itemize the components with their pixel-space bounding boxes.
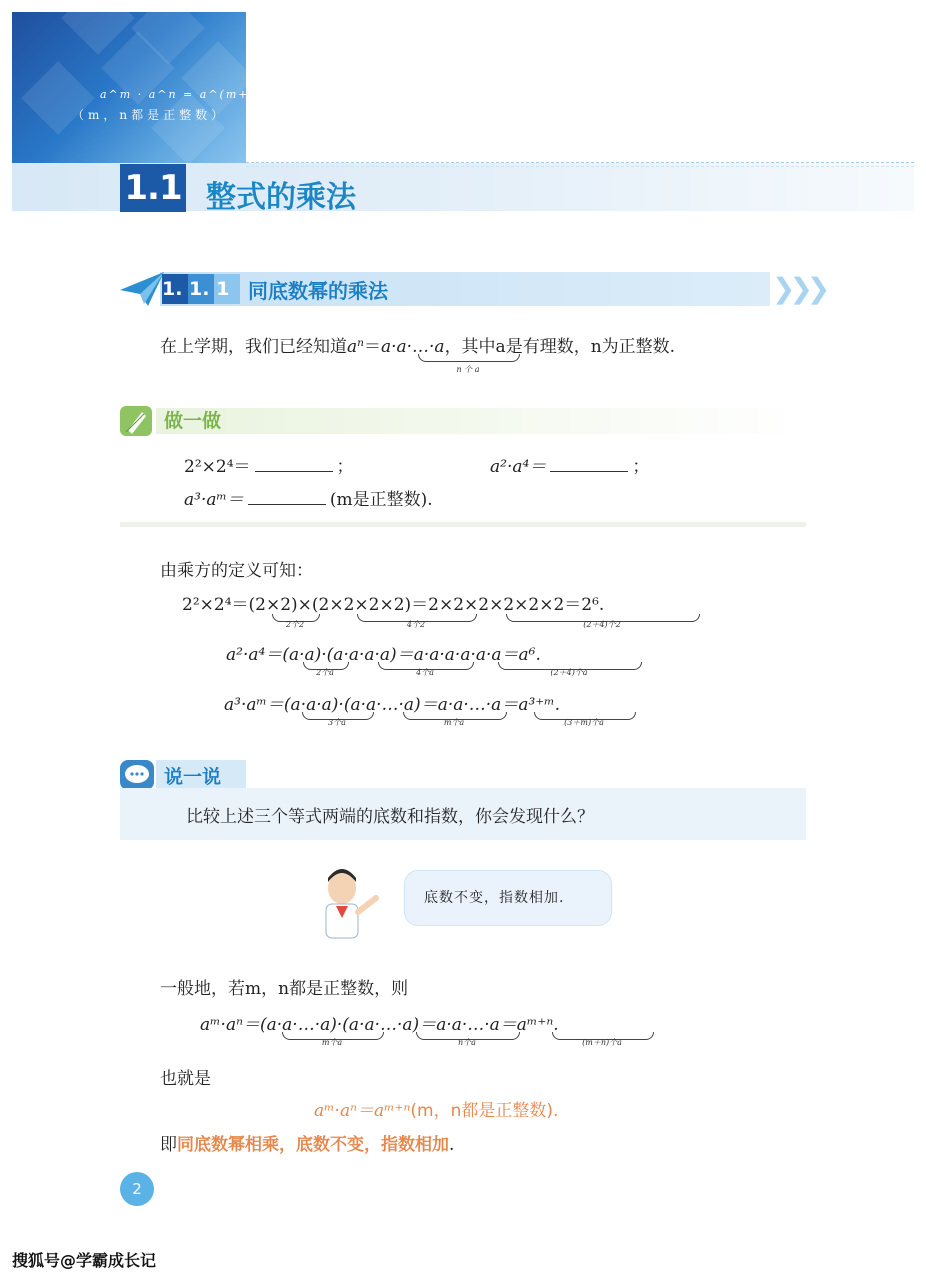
answer-blank[interactable] — [550, 457, 628, 472]
student-illustration — [312, 868, 384, 942]
brace-label: (2＋4)个2 — [583, 620, 621, 629]
speech-bubble-icon — [120, 760, 154, 790]
general-formula: aᵐ·aⁿ＝(a·a·…·a)·(a·a·…·a)＝a·a·…·a＝aᵐ⁺ⁿ. — [200, 1015, 559, 1035]
banner-formula: a^m · a^n = a^(m+n) — [100, 88, 265, 101]
answer-blank[interactable] — [255, 457, 333, 472]
brace-label: m个a — [321, 1038, 343, 1047]
intro-a: a — [347, 337, 358, 357]
derivation-line-1: 2²×2⁴＝(2×2)×(2×2×2×2)＝2×2×2×2×2×2＝2⁶. — [182, 595, 605, 615]
derivation-line-2: a²·a⁴＝(a·a)·(a·a·a·a)＝a·a·a·a·a·a＝a⁶. — [226, 645, 541, 665]
brace — [418, 354, 520, 362]
do-it-header — [156, 408, 806, 434]
general-lead: 一般地，若m，n都是正整数，则 — [160, 979, 409, 999]
intro-n: n — [357, 337, 364, 350]
section-title: 整式的乘法 — [206, 180, 356, 215]
speech-text: 底数不变，指数相加. — [424, 890, 565, 906]
pencil-ruler-icon — [120, 406, 152, 436]
brace-label: 4个a — [416, 668, 434, 677]
do-it-item-3: a³·aᵐ＝ (m是正整数). — [184, 490, 433, 510]
answer-blank[interactable] — [248, 490, 326, 505]
brace-label: 4个2 — [406, 620, 426, 629]
brace-label: 2个2 — [285, 620, 305, 629]
watermark: 搜狐号@学霸成长记 — [12, 1251, 157, 1270]
do-it-item-1: 2²×2⁴＝ ； — [184, 457, 354, 477]
brace-label: m个a — [443, 718, 465, 727]
page-number: 2 — [132, 1180, 142, 1198]
section-number: 1.1 — [124, 168, 182, 208]
brace-label: (2＋4)个a — [550, 668, 588, 677]
divider — [246, 162, 914, 167]
chevron-right-icon: ❯❯❯ — [772, 272, 825, 305]
conclusion: 即同底数幂相乘，底数不变，指数相加. — [160, 1135, 455, 1155]
brace-label: 3个a — [328, 718, 346, 727]
do-it-box — [120, 436, 806, 527]
paper-plane-icon — [118, 270, 166, 308]
intro-tail: ，其中a是有理数，n为正整数. — [444, 337, 676, 357]
banner-note: （m，n都是正整数） — [72, 108, 228, 122]
intro-expansion: a·a·…·a — [380, 337, 445, 357]
subsection-title: 同底数幂的乘法 — [248, 279, 388, 303]
also-text: 也就是 — [160, 1069, 211, 1089]
talk-question: 比较上述三个等式两端的底数和指数，你会发现什么？ — [186, 807, 594, 827]
subsection-number: 1. 1. 1 — [162, 278, 230, 300]
brace-label: n个a — [458, 1038, 476, 1047]
brace-label: (m＋n)个a — [582, 1038, 622, 1047]
brace-label: (3＋m)个a — [564, 718, 604, 727]
talk-title: 说一说 — [164, 766, 222, 788]
derivation-lead: 由乘方的定义可知： — [160, 561, 313, 581]
conclusion-highlight: 同底数幂相乘，底数不变，指数相加 — [177, 1135, 449, 1155]
brace-label: n 个 a — [456, 365, 480, 374]
intro-line: 在上学期，我们已经知道$a^n=a\cdot a\cdot\dots\cdot a$，其中a是有理数，n为正整数. — [160, 337, 676, 357]
do-it-item-2: a²·a⁴＝ ； — [490, 457, 650, 477]
derivation-line-3: a³·aᵐ＝(a·a·a)·(a·a·…·a)＝a·a·…·a＝a³⁺ᵐ. — [224, 695, 561, 715]
do-it-title: 做一做 — [164, 410, 222, 432]
rule-statement: aᵐ·aⁿ＝aᵐ⁺ⁿ(m，n都是正整数). — [314, 1101, 559, 1121]
intro-lead: 在上学期，我们已经知道 — [160, 337, 347, 357]
brace-label: 2个a — [316, 668, 334, 677]
